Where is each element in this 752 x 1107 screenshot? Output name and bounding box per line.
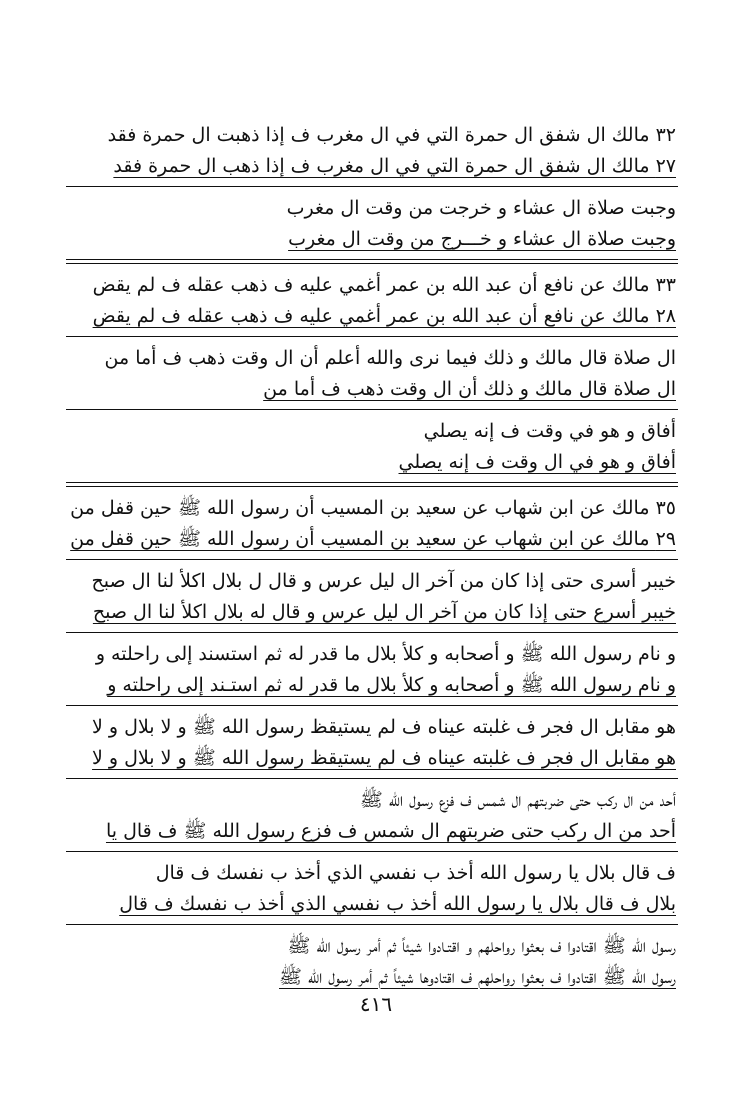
variant-text-line: ال صلاة قال مالك و ذلك أن ال وقت ذهب ف أما من: [263, 378, 676, 400]
variant-text-line: وجبت صلاة ال عشاء و خـــرج من وقت ال مغرب: [288, 228, 676, 250]
variant-text-line: أحد من ال ركب حتى ضربتهم ال شمس ف فزع رسول الله ﷺ ف قال يا: [105, 820, 676, 842]
text-block: [66, 712, 678, 774]
primary-text-line: ٣٢ مالك ال شفق ال حمرة التي في ال مغرب ف إذا ذهبت ال حمرة فقد: [107, 124, 676, 146]
primary-text-line: ٣٥ مالك عن ابن شهاب عن سعيد بن المسيب أن رسول الله ﷺ حين قفل من: [70, 497, 676, 519]
variant-text-line: و نام رسول الله ﷺ و أصحابه و كلأ بلال ما قدر له ثم استـند إلى راحلته و: [107, 674, 676, 696]
double-rule: [66, 482, 678, 487]
primary-text-line: ال صلاة قال مالك و ذلك فيما نرى والله أعلم أن ال وقت ذهب ف أما من: [104, 347, 676, 369]
text-block: [66, 416, 678, 478]
variant-text-line: أفاق و هو في ال وقت ف إنه يصلي: [398, 451, 676, 473]
primary-text-line: وجبت صلاة ال عشاء و خرجت من وقت ال مغرب: [286, 197, 676, 219]
primary-text-line: هو مقابل ال فجر ف غلبته عيناه ف لم يستيقظ رسول الله ﷺ و لا بلال و لا: [92, 716, 676, 738]
double-rule: [66, 259, 678, 264]
single-rule: [66, 409, 678, 410]
text-block: [66, 566, 678, 628]
variant-text-line: هو مقابل ال فجر ف غلبته عيناه ف لم يستيقظ رسول الله ﷺ و لا بلال و لا: [92, 747, 676, 769]
primary-text-line: ف قال بلال يا رسول الله أخذ ب نفسي الذي أخذ ب نفسك ف قال: [155, 862, 676, 884]
single-rule: [66, 336, 678, 337]
variant-text-line: ٢٧ مالك ال شفق ال حمرة التي في ال مغرب ف إذا ذهب ال حمرة فقد: [113, 155, 676, 177]
text-block: [66, 343, 678, 405]
primary-text-line: و نام رسول الله ﷺ و أصحابه و كلأ بلال ما قدر له ثم استسند إلى راحلته و: [95, 643, 676, 665]
text-body: [66, 120, 678, 993]
variant-text-line: بلال ف قال بلال يا رسول الله أخذ ب نفسي الذي أخذ ب نفسك ف قال: [119, 893, 676, 915]
text-block: [66, 639, 678, 701]
single-rule: [66, 186, 678, 187]
text-block: [66, 931, 678, 993]
primary-text-line: أفاق و هو في وقت ف إنه يصلي: [423, 420, 676, 442]
text-block: [66, 270, 678, 332]
variant-text-line: ٢٨ مالك عن نافع أن عبد الله بن عمر أغمي عليه ف ذهب عقله ف لم يقض: [92, 305, 676, 327]
single-rule: [66, 851, 678, 852]
single-rule: [66, 778, 678, 779]
single-rule: [66, 559, 678, 560]
text-block: [66, 785, 678, 847]
text-block: [66, 120, 678, 182]
text-block: [66, 858, 678, 920]
text-block: [66, 193, 678, 255]
primary-text-line: رسول الله ﷺ اقتادوا ف بعثوا رواحلهم و اقتـادوا شيئاً ثم أمر رسول الله ﷺ: [287, 935, 676, 957]
variant-text-line: رسول الله ﷺ اقتادوا ف بعثوا رواحلهم ف اقتادوها شيئاً ثم أمر رسول الله ﷺ: [279, 966, 676, 988]
primary-text-line: ٣٣ مالك عن نافع أن عبد الله بن عمر أغمي عليه ف ذهب عقله ف لم يقض: [92, 274, 676, 296]
variant-text-line: ٢٩ مالك عن ابن شهاب عن سعيد بن المسيب أن رسول الله ﷺ حين قفل من: [70, 528, 676, 550]
primary-text-line: أحد من ال ركب حتى ضربتهم ال شمس ف فزع رسول الله ﷺ: [359, 789, 676, 811]
variant-text-line: خيبر أسرع حتى إذا كان من آخر ال ليل عرس و قال له بلال اكلأ لنا ال صبح: [92, 601, 676, 623]
single-rule: [66, 924, 678, 925]
primary-text-line: خيبر أسرى حتى إذا كان من آخر ال ليل عرس و قال ل بلال اكلأ لنا ال صبح: [91, 570, 676, 592]
page-number: ٤١٦: [359, 992, 393, 1016]
single-rule: [66, 632, 678, 633]
text-block: [66, 493, 678, 555]
single-rule: [66, 705, 678, 706]
